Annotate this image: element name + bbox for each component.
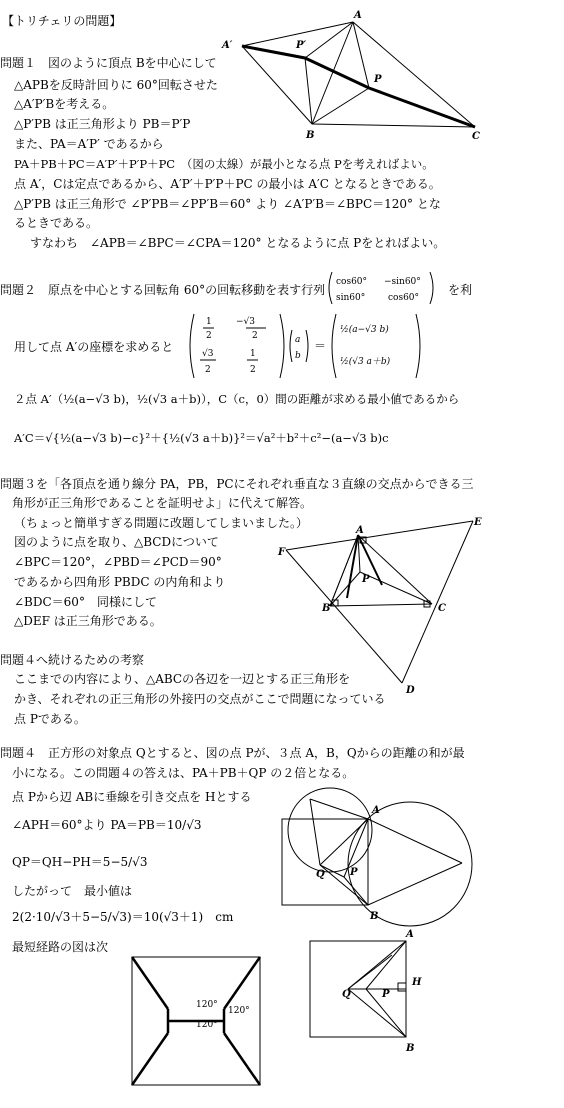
p2-r11: 1 [206,317,212,327]
p2-line-4: A′C＝√{½(a−√3 b)−c}²＋{½(√3 a＋b)}²＝√a²＋b²＋c²−(a−√3 b)c [14,431,389,445]
p4a-line-2: ここまでの内容により、△ABCの各辺を一辺とする正三角形を [14,672,351,686]
p1-line-2: △APBを反時計回りに 60°回転させた [14,78,218,92]
p2-r24: 2 [250,365,256,375]
p3-label-d: D [406,685,415,696]
p1-label-a: A [354,10,362,21]
p1-line-1: 問題１ 図のように頂点 Bを中心にして [0,56,217,70]
p2-m11: cos60° [336,277,368,287]
p4a-line-1: 問題４へ続けるための考察 [0,653,145,667]
p2-r22: 2 [205,365,211,375]
p2-r21: √3 [202,349,214,359]
p4-fig2-label-p: P [382,989,390,1000]
p3-label-a: A [356,525,364,536]
p2-r12: 2 [206,331,212,341]
p4-line-3: 点 Pから辺 ABに垂線を引き交点を Hとする [12,790,252,804]
p1-line-4: △P′PB は正三角形より PB＝P′P [14,117,191,131]
p3-label-f: F [278,547,286,558]
p3-line-7: ∠BDC＝60° 同様にして [14,595,157,609]
p4-line-2: 小になる。この問題４の答えは、PA＋PB＋QP の２倍となる。 [12,766,355,780]
p2-matrix-equation [186,312,426,382]
p3-line-3: （ちょっと簡単すぎる問題に改題してしまいました。） [14,516,309,530]
p4-angle-1: 120° [196,1000,218,1010]
p2-line-1b: を利 [448,283,473,297]
p1-line-5: また、PA＝A′P′ であるから [14,137,164,151]
page-title: 【トリチェリの問題】 [2,14,122,28]
p2-vb: b [295,351,301,361]
p3-label-p: P [362,574,370,585]
p4-line-7: 2(2·10/√3＋5−5/√3)＝10(√3＋1) cm [12,910,234,924]
p4-fig1-label-b: B [370,911,379,922]
p3-line-4: 図のように点を取り、△BCDについて [14,535,219,549]
p3-label-c: C [438,603,446,614]
p2-rotation-matrix [326,270,446,310]
p3-line-8: △DEF は正三角形である。 [14,614,162,628]
p1-line-6: PA＋PB＋PC＝A′P′＋P′P＋PC （図の太線）が最小となる点 Pを考えればよい。 [14,157,434,171]
p4-line-4: ∠APH＝60°より PA＝PB＝10/√3 [12,818,202,832]
p2-res1: ½(a−√3 b) [340,325,389,335]
p1-label-p1: P′ [296,40,307,51]
p1-line-3: △A′P′Bを考える。 [14,97,115,111]
p1-label-b: B [306,130,315,141]
p4-fig2-label-h: H [412,977,422,988]
p4-fig2-label-b: B [406,1043,415,1054]
p4-fig1-label-p: P [350,867,358,878]
p3-line-1: 問題３を「各頂点を通り線分 PA，PB，PCにそれぞれ垂直な３直線の交点からできる三 [0,477,474,491]
p4a-line-4: 点 Pである。 [14,712,86,726]
p4-fig2-label-a: A [406,929,414,940]
p4-line-6: したがって 最小値は [12,884,133,898]
p4-line-1: 問題４ 正方形の対象点 Qとすると、図の点 Pが、３点 A，B，Qからの距離の和が最 [0,746,465,760]
p2-line-1: 問題２ 原点を中心とする回転角 60°の回転移動を表す行列 [0,283,326,297]
p2-r23: 1 [250,349,256,359]
p4a-line-3: かき、それぞれの正三角形の外接円の交点がここで問題になっている [14,692,386,706]
p4-fig1-label-q: Q [316,869,325,880]
p4-angle-3: 120° [196,1020,218,1030]
p3-line-6: であるから四角形 PBDC の内角和より [14,575,226,589]
p4-fig1-label-a: A [372,805,380,816]
p4-figure-circles [0,785,564,945]
p2-line-3: ２点 A′（½(a−√3 b)，½(√3 a＋b)），C（c，0）間の距離が求める最小値であるから [14,392,460,406]
svg-text:＝: ＝ [314,339,327,353]
p2-va: a [295,335,301,345]
p4-perpendicular-figure [300,925,440,1065]
p2-r14: 2 [252,331,258,341]
p3-label-e: E [474,517,482,528]
p1-label-a1: A′ [222,40,233,51]
p2-line-2: 用して点 A′の座標を求めると [14,340,174,354]
p2-m22: cos60° [388,293,420,303]
p1-line-10: すなわち ∠APB＝∠BPC＝∠CPA＝120° となるように点 Pをとればよい。 [30,236,446,250]
p4-angle-2: 120° [228,1006,250,1016]
p1-label-p: P [374,74,382,85]
p2-m12: −sin60° [384,277,421,287]
p2-m21: sin60° [336,293,366,303]
p2-r13: −√3 [236,317,256,327]
p3-line-2: 角形が正三角形であることを証明せよ」に代えて解答。 [12,496,313,510]
p4-line-5: QP＝QH−PH＝5−5/√3 [12,855,148,869]
p1-line-8: △P′PB は正三角形で ∠P′PB＝∠PP′B＝60° より ∠A′P′B＝∠BPC＝120° とな [14,197,441,211]
p3-label-b: B [322,603,331,614]
p4-line-8: 最短経路の図は次 [12,940,109,954]
p1-label-c: C [472,131,480,142]
p3-line-5: ∠BPC＝120°，∠PBD＝∠PCD＝90° [14,555,222,569]
p1-figure [0,0,564,160]
p4-fig2-label-q: Q [342,989,351,1000]
p1-line-9: るときである。 [14,216,99,230]
p2-res2: ½(√3 a＋b) [340,357,391,367]
p1-line-7: 点 A′，Cは定点であるから、A′P′＋P′P＋PC の最小は A′C となるときである。 [14,177,441,191]
